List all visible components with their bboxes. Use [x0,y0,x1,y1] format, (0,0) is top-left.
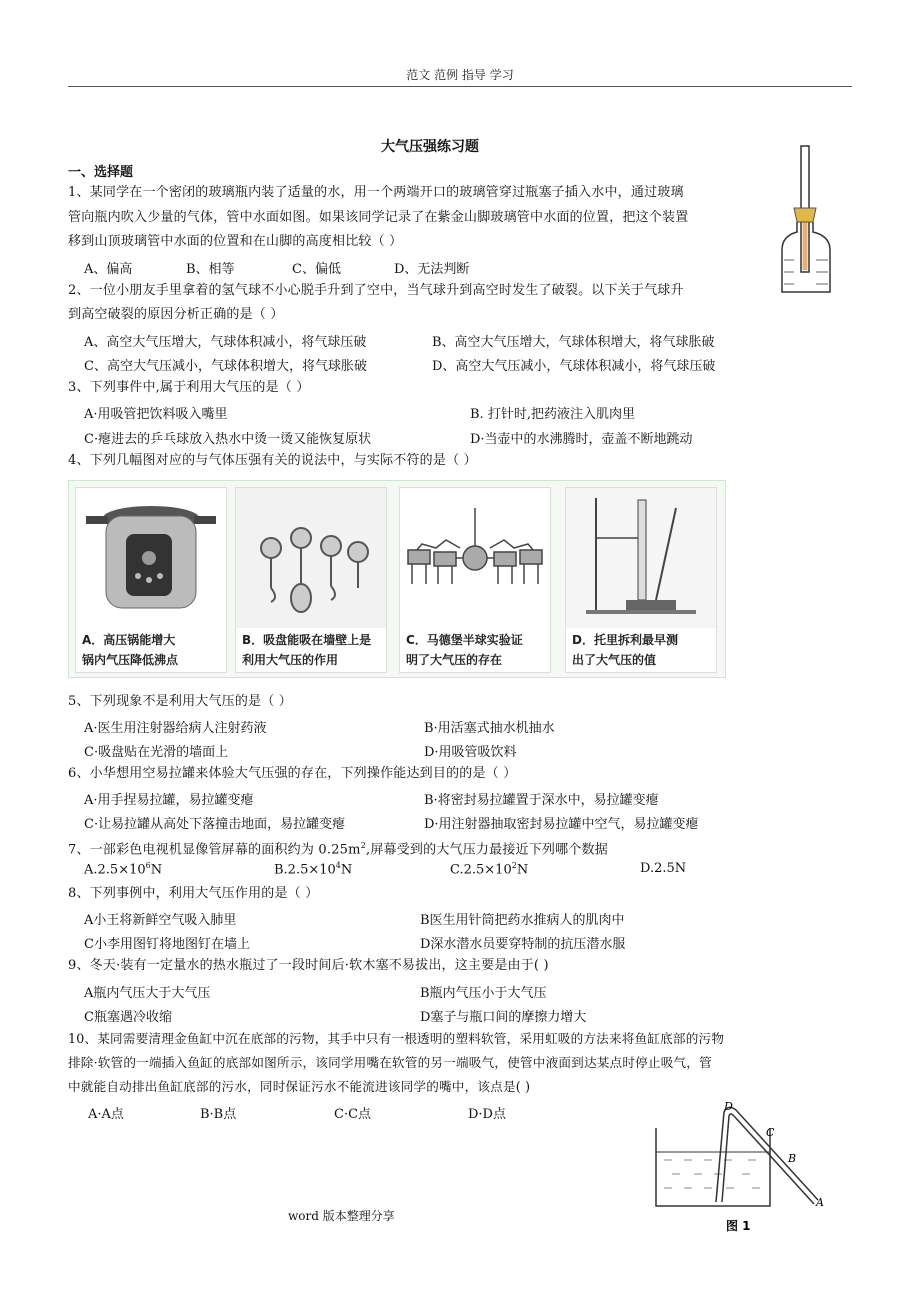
q1-option-b: B、相等 [186,262,235,277]
q2-line2: 到高空破裂的原因分析正确的是（ ） [68,307,284,322]
header-divider [68,86,852,87]
q5-line1: 5、下列现象不是利用大气压的是（ ） [68,694,293,709]
q10-line3: 中就能自动排出鱼缸底部的污水，同时保证污水不能流进该同学的嘴中，该点是( ) [68,1079,531,1094]
q6-option-b: B·将密封易拉罐置于深水中，易拉罐变瘪 [424,793,659,808]
q9-line1: 9、冬天·装有一定量水的热水瓶过了一段时间后·软木塞不易拔出，这主要是由于( ) [68,958,549,973]
caption-a: A．高压锅能增大 锅内气压降低沸点 [82,633,179,667]
q1-option-a: A、偏高 [84,262,133,277]
q3-option-b: B. 打针时,把药液注入肌肉里 [470,407,635,422]
torricelli-picture [565,487,717,673]
q8-option-a: A小王将新鲜空气吸入肺里 [84,913,237,928]
q1-line2: 管向瓶内吹入少量的气体，管中水面如图。如果该同学记录了在紫金山脚玻璃管中水面的位置，把这个装置 [68,210,689,225]
section-heading: 一、选择题 [68,165,134,180]
page-header: 范文 范例 指导 学习 [406,68,514,82]
fig-label-d: D [724,1100,733,1113]
q7-option-a: $A.2.5\times 10^6N$ [84,861,163,878]
q6-option-d: D·用注射器抽取密封易拉罐中空气，易拉罐变瘪 [424,817,699,832]
fig-label-b: B [788,1152,797,1165]
q5-option-c: C·吸盘贴在光滑的墙面上 [84,745,229,760]
q5-option-d: D·用吸管吸饮料 [424,745,517,760]
fig-label-c: C [766,1126,775,1139]
q1-line1: 1、某同学在一个密闭的玻璃瓶内装了适量的水，用一个两端开口的玻璃管穿过瓶塞子插入水中，通过玻璃 [68,185,684,200]
q8-option-d: D深水潜水员要穿特制的抗压潜水服 [420,937,626,952]
q8-option-c: C小李用图钉将地图钉在墙上 [84,937,250,952]
q10-line2: 排除·软管的一端插入鱼缸的底部如图所示，该同学用嘴在软管的另一端吸气，使管中液面到达某点时停止吸气，管 [68,1055,712,1070]
q5-option-a: A·医生用注射器给病人注射药液 [84,721,267,736]
page-title: 大气压强练习题 [381,139,479,155]
q2-line1: 2、一位小朋友手里拿着的氢气球不小心脱手升到了空中，当气球升到高空时发生了破裂。以下关于气球升 [68,283,684,298]
q1-option-d: D、无法判断 [394,262,470,277]
q2-option-c: C、高空大气压减小，气球体积增大，将气球胀破 [84,359,367,374]
q3-line1: 3、下列事件中,属于利用大气压的是（ ） [68,380,310,395]
q1-option-c: C、偏低 [292,262,341,277]
q10-option-d: D·D点 [468,1107,506,1122]
q9-option-a: A瓶内气压大于大气压 [84,986,211,1001]
siphon-figure [650,1094,830,1236]
q7-option-b: $B.2.5\times 10^4N$ [274,861,353,878]
caption-b: B．吸盘能吸在墙壁上是 利用大气压的作用 [242,633,372,667]
q5-option-b: B·用活塞式抽水机抽水 [424,721,555,736]
q7-line1: 7、一部彩色电视机显像管屏幕的面积约为 $0.25m^2$,屏幕受到的大气压力最接近下列哪个数据 [68,841,608,858]
q6-line1: 6、小华想用空易拉罐来体验大气压强的存在，下列操作能达到目的的是（ ） [68,766,517,781]
q9-option-d: D塞子与瓶口间的摩擦力增大 [420,1010,587,1025]
q6-option-a: A·用手捏易拉罐，易拉罐变瘪 [84,793,254,808]
q4-image-strip [68,480,726,678]
fig-label-a: A [816,1196,824,1209]
q8-option-b: B医生用针筒把药水推病人的肌肉中 [420,913,625,928]
q7-option-d: D.2.5N [640,861,687,876]
q7-option-c: $C.2.5\times 10^2N$ [450,861,529,878]
page-footer: word 版本整理分享 [288,1209,395,1223]
q10-option-c: C·C点 [334,1107,372,1122]
q9-option-c: C瓶塞遇冷收缩 [84,1010,172,1025]
q10-line1: 10、某同需要清理金鱼缸中沉在底部的污物，其手中只有一根透明的塑料软管，采用虹吸的方法来将鱼缸底部的污物 [68,1031,725,1046]
q2-option-b: B、高空大气压增大，气球体积增大，将气球胀破 [432,335,715,350]
caption-d: D．托里拆利最早测 出了大气压的值 [572,633,678,667]
bottle-tube-figure [778,142,838,294]
q2-option-d: D、高空大气压减小，气球体积减小，将气球压破 [432,359,716,374]
q4-line1: 4、下列几幅图对应的与气体压强有关的说法中，与实际不符的是（ ） [68,453,477,468]
q10-option-a: A·A点 [88,1107,124,1122]
suction-cup-picture [235,487,387,673]
q3-option-c: C·瘪进去的乒乓球放入热水中烫一烫又能恢复原状 [84,432,372,447]
q2-option-a: A、高空大气压增大，气球体积减小，将气球压破 [84,335,367,350]
caption-c: C．马德堡半球实验证 明了大气压的存在 [406,633,523,667]
q8-line1: 8、下列事例中，利用大气压作用的是（ ） [68,886,319,901]
q6-option-c: C·让易拉罐从高处下落撞击地面，易拉罐变瘪 [84,817,346,832]
q1-line3: 移到山顶玻璃管中水面的位置和在山脚的高度相比较（ ） [68,234,403,249]
q3-option-a: A·用吸管把饮料吸入嘴里 [84,407,228,422]
q3-option-d: D·当壶中的水沸腾时，壶盖不断地跳动 [470,432,693,447]
fig-caption: 图 1 [726,1219,751,1233]
pressure-cooker-picture [75,487,227,673]
magdeburg-picture [399,487,551,673]
q9-option-b: B瓶内气压小于大气压 [420,986,547,1001]
q10-option-b: B·B点 [200,1107,237,1122]
